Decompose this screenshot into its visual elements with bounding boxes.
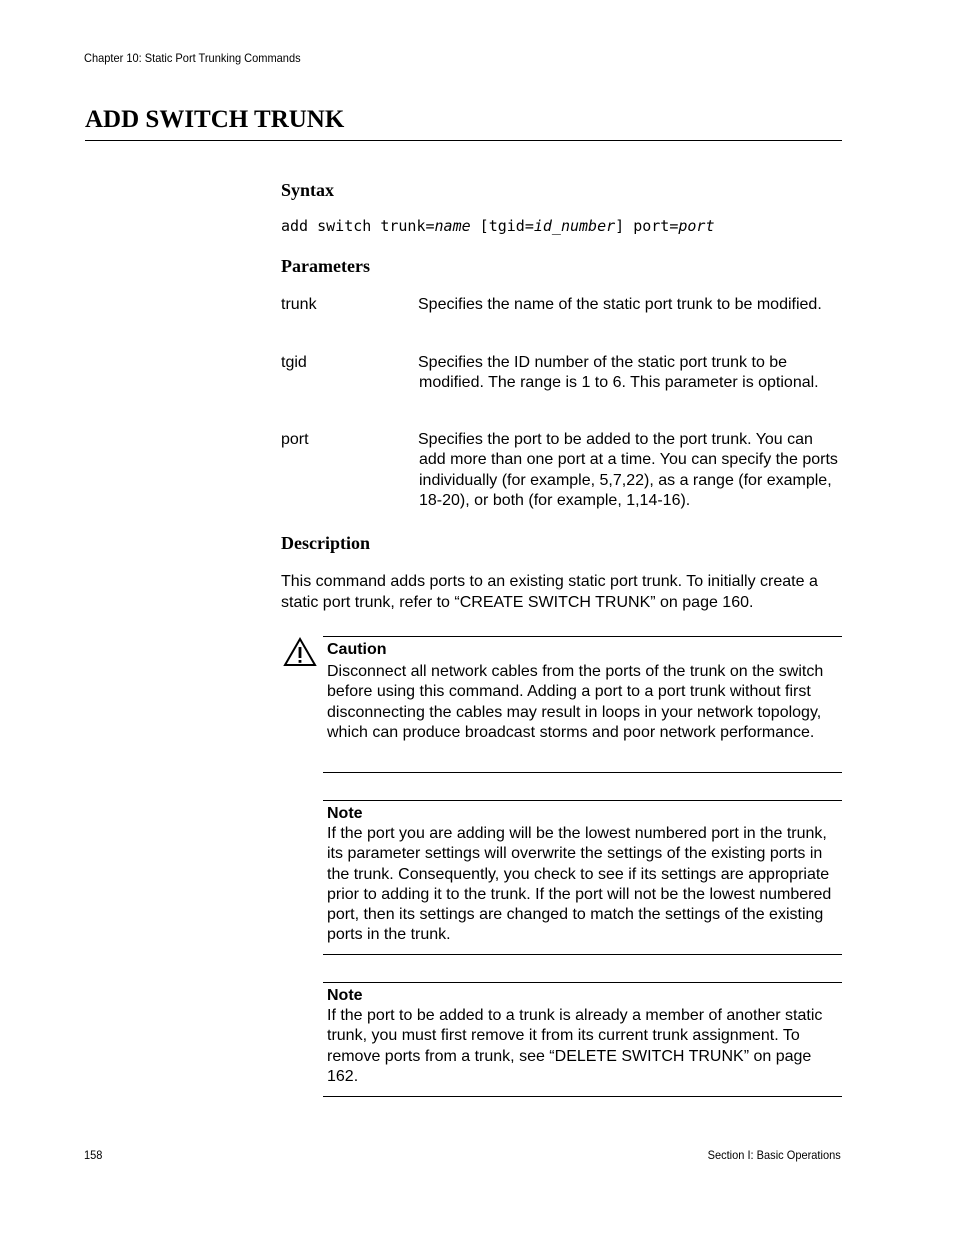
running-header: Chapter 10: Static Port Trunking Commands	[84, 51, 301, 65]
syntax-var-id-number: id_number	[533, 217, 616, 235]
syntax-text-1: add switch trunk=	[281, 217, 435, 235]
note-1-label: Note	[327, 805, 363, 822]
param-name-trunk: trunk	[281, 296, 317, 313]
page-number: 158	[84, 1148, 103, 1162]
page-title: ADD SWITCH TRUNK	[85, 106, 345, 133]
param-desc-tgid: Specifies the ID number of the static port trunk to be modified. The range is 1 to 6. This parameter is optional.	[418, 354, 819, 392]
caution-label: Caution	[327, 641, 387, 658]
note-1-bottom-rule	[323, 954, 842, 955]
note-2-bottom-rule	[323, 1096, 842, 1097]
description-text: This command adds ports to an existing static port trunk. To initially create a static port trunk, refer to “CREATE SWITCH TRUNK” on page 160.	[281, 573, 818, 611]
caution-bottom-rule	[323, 772, 842, 773]
param-desc-trunk: Specifies the name of the static port trunk to be modified.	[418, 296, 822, 313]
caution-text: Disconnect all network cables from the ports of the trunk on the switch before using this command. Adding a port to a port trunk without first disconnecting the cables may result in loops in your network topology, which can produce broadcast storms and poor network performance.	[327, 663, 824, 741]
note-2-text: If the port to be added to a trunk is already a member of another static trunk, you must first remove it from its current trunk assignment. To remove ports from a trunk, see “DELETE SWITCH TRUNK” on page 162.	[327, 1007, 823, 1085]
note-1-top-rule	[323, 800, 842, 801]
syntax-text-3: ] port=	[615, 217, 679, 235]
param-desc-port: Specifies the port to be added to the port trunk. You can add more than one port at a time. You can specify the ports individually (for example, 5,7,22), as a range (for example, 18-20), or both (for example, 1,14-16).	[418, 431, 838, 509]
caution-top-rule	[323, 636, 842, 637]
warning-triangle-icon	[283, 637, 317, 667]
description-heading: Description	[281, 533, 370, 553]
syntax-heading: Syntax	[281, 180, 335, 200]
section-footer: Section I: Basic Operations	[707, 1148, 841, 1162]
syntax-var-name: name	[434, 217, 471, 235]
syntax-text-2: [tgid=	[470, 217, 534, 235]
parameters-heading: Parameters	[281, 256, 370, 276]
note-2-label: Note	[327, 987, 363, 1004]
syntax-command	[281, 217, 715, 235]
param-name-tgid: tgid	[281, 354, 307, 371]
note-2-top-rule	[323, 982, 842, 983]
note-1-text: If the port you are adding will be the lowest numbered port in the trunk, its parameter settings will overwrite the settings of the existing ports in the trunk. Consequently, you check to see if its settings are appropriate prior to adding it to the trunk. If the port will not be the lowest numbered port, then its settings are changed to match the settings of the existing ports in the trunk.	[327, 825, 832, 944]
param-name-port: port	[281, 431, 309, 448]
title-rule	[85, 140, 842, 141]
syntax-var-port: port	[678, 217, 715, 235]
